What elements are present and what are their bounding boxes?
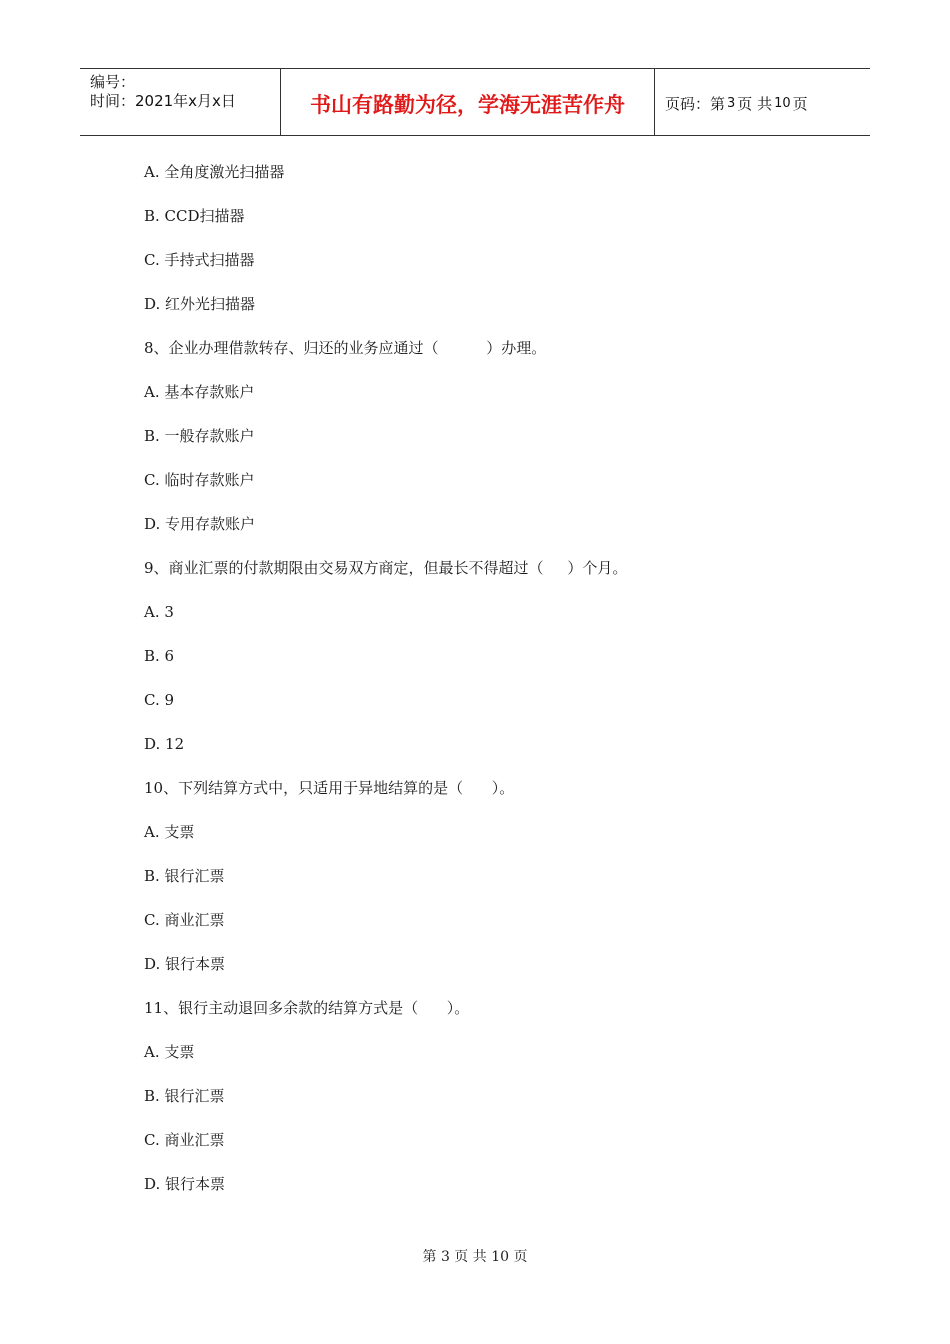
question-line: A. 支票 [144, 823, 195, 841]
question-line: B. 6 [144, 647, 175, 665]
page-middle: 页 共 [737, 95, 773, 113]
question-line: C. 临时存款账户 [144, 471, 255, 489]
question-line: A. 3 [144, 603, 174, 621]
question-line: A. 基本存款账户 [144, 383, 255, 401]
question-line: C. 商业汇票 [144, 911, 225, 929]
question-line: B. 银行汇票 [144, 1087, 225, 1105]
header-page-info [655, 69, 870, 135]
header-meta [80, 69, 281, 135]
page-total: 10 [774, 96, 791, 111]
question-line: D. 银行本票 [144, 1175, 226, 1193]
question-line: B. 一般存款账户 [144, 427, 255, 445]
question-line: C. 手持式扫描器 [144, 251, 255, 269]
question-line: D. 银行本票 [144, 955, 226, 973]
question-line: C. 9 [144, 691, 175, 709]
question-line: C. 商业汇票 [144, 1131, 225, 1149]
question-line: A. 全角度激光扫描器 [144, 163, 285, 181]
serial-label: 编号： [90, 73, 136, 91]
header-motto: 书山有路勤为径，学海无涯苦作舟 [281, 69, 655, 135]
page-suffix: 页 [792, 95, 808, 113]
page-prefix: 页码：第 [665, 95, 726, 113]
question-line: D. 专用存款账户 [144, 515, 256, 533]
page-current: 3 [727, 96, 736, 111]
question-line: D. 红外光扫描器 [144, 295, 256, 313]
question-line: D. 12 [144, 735, 185, 753]
question-line: 9、商业汇票的付款期限由交易双方商定，但最长不得超过（ ）个月。 [144, 559, 628, 577]
question-line: A. 支票 [144, 1043, 195, 1061]
question-line: B. 银行汇票 [144, 867, 225, 885]
question-line: B. CCD扫描器 [144, 207, 245, 225]
question-line: 10、下列结算方式中，只适用于异地结算的是（ ）。 [144, 779, 515, 797]
question-line: 8、企业办理借款转存、归还的业务应通过（ ）办理。 [144, 339, 547, 357]
page-header [80, 68, 870, 136]
time-label: 时间：2021年x月x日 [90, 92, 236, 110]
page-footer: 第 3 页 共 10 页 [422, 1249, 528, 1265]
document-body [144, 160, 844, 1216]
question-line: 11、银行主动退回多余款的结算方式是（ ）。 [144, 999, 470, 1017]
